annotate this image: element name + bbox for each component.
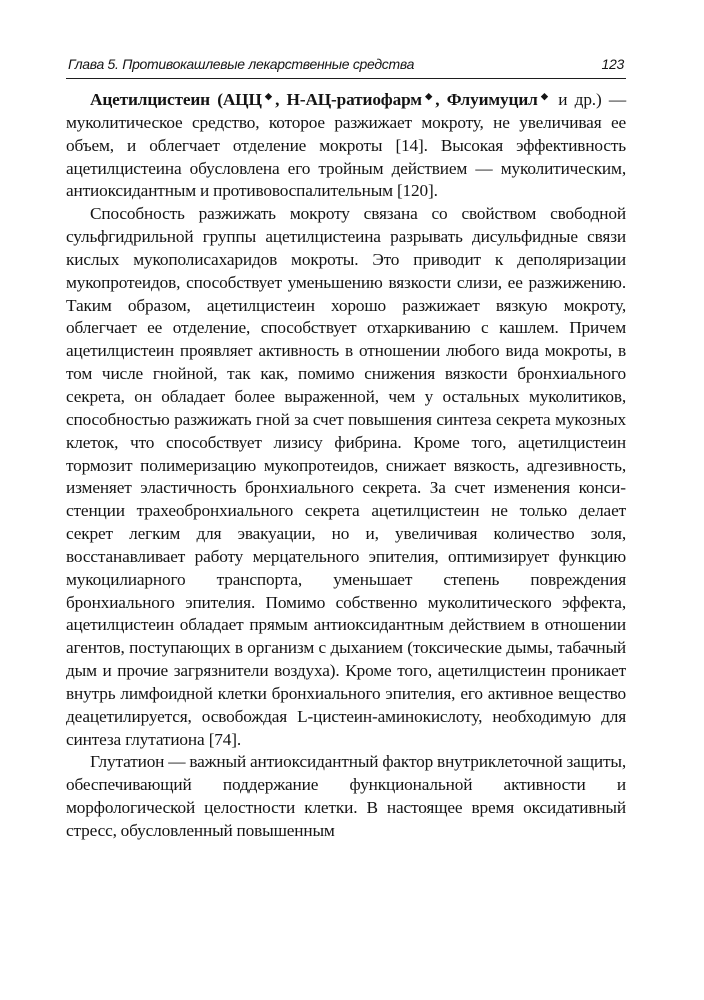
drug-name-3: , Флуимуцил xyxy=(435,90,538,109)
paragraph-acetylcysteine-intro xyxy=(66,89,626,203)
running-header xyxy=(66,56,626,79)
diamond-marker-3: ◆ xyxy=(537,91,552,101)
paragraph-mechanism: Способность разжижать мокроту связана со свойством свободной сульфгидрильной группы ацетилцистеина разрывать дисульфидные связи кислых мукополисахаридов мокроты. Это приводит к деполяризации мукопротеидов, способствует уменьшению вязкости слизи, ее разжижению. Таким образом, ацетилцистеин хорошо разжижает вязкую мокроту, облегчает ее отделение, способствует отхаркиванию с кашлем. Причем ацетилцистеин проявляет активность в отношении любого вида мокроты, в том числе гнойной, так как, помимо снижения вязкости бронхиального секрета, он обладает более выраженной, чем у остальных муколитиков, способностью разжижать гной за счет повышения синтеза секрета мукозных клеток, что способствует лизису фибрина. Кроме того, ацетилцистеин тормозит полимеризацию мукопротеидов, снижает вязкость, адгезивность, изменяет эластичность бронхиального секрета. За счет изменения консистенции трахеобронхиального секрета ацетилцистеин не только делает секрет легким для эвакуации, но и, увеличивая количество золя, восстанавливает работу мерцательного эпителия, оптимизирует функцию мукоцилиарного транспорта, уменьшает степень повреждения бронхиального эпителия. Помимо собственно муколитического эффекта, ацетилцистеин обладает прямым антиоксидантным действием в отношении агентов, поступающих в организм с дыханием (токсические дымы, табачный дым и прочие загрязнители воздуха). Кроме того, ацетилцистеин проникает внутрь лимфоидной клетки бронхиального эпителия, его активное вещество деацетилируется, освобождая L-цистеин-аминокислоту, необходимую для синтеза глутатиона [74]. xyxy=(66,204,626,749)
body-text xyxy=(66,89,626,843)
drug-name-lead: Ацетилцистеин (АЦЦ xyxy=(90,90,262,109)
drug-names xyxy=(90,90,551,109)
book-page xyxy=(66,56,626,843)
paragraph-glutathione: Глутатион — важный антиоксидантный фактор внутриклеточной защиты, обеспечивающий поддержание функциональной активности и морфологической целостности клетки. В настоящее время оксидативный стресс, обусловленный повышенным xyxy=(66,752,626,840)
paragraph-1-text: и др.) — муколитическое средство, которое разжижает мокроту, не увеличивая ее объем, и облегчает отделение мокроты [14]. Высокая эффективность ацетилцистеина обусловлена его тройным действием — муколитическим, антиоксидантным и противовоспалительным [120]. xyxy=(66,90,626,201)
diamond-marker-1: ◆ xyxy=(261,91,276,101)
chapter-title: Глава 5. Противокашлевые лекарственные средства xyxy=(68,56,415,72)
drug-name-2: , Н-АЦ-ратиофарм xyxy=(275,90,422,109)
page-number: 123 xyxy=(601,56,624,72)
diamond-marker-2: ◆ xyxy=(421,91,436,101)
